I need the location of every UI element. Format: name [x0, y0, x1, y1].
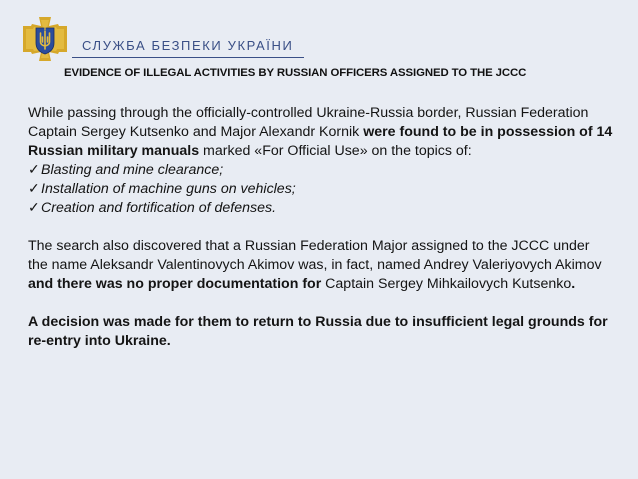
- paragraph-search: [28, 237, 613, 294]
- list-item: [28, 199, 613, 218]
- checkmark-icon: ✓: [28, 200, 40, 216]
- paragraph-text: The search also discovered that a Russian Federation Major assigned to the JCCC under the name Aleksandr Valentinovych Akimov was, in fact, named Andrey Valeriyovych Akimov: [28, 238, 602, 273]
- list-item-text: Creation and fortification of defenses.: [41, 200, 277, 216]
- paragraph-possession: [28, 104, 613, 161]
- agency-name: СЛУЖБА БЕЗПЕКИ УКРАЇНИ: [82, 38, 294, 53]
- checkmark-icon: ✓: [28, 181, 40, 197]
- list-item: [28, 161, 613, 180]
- paragraph-text: While passing through the officially-controlled Ukraine-Russia border, Russian Federation Captain Sergey Kutsenko and Major Alexandr Kornik: [28, 105, 589, 140]
- paragraph-bold-text: A decision was made for them to return to Russia due to insufficient legal grounds for re-entry into Ukraine.: [28, 314, 608, 349]
- slide-title: EVIDENCE OF ILLEGAL ACTIVITIES BY RUSSIAN OFFICERS ASSIGNED TO THE JCCC: [64, 67, 527, 79]
- list-item: [28, 180, 613, 199]
- spacer: [28, 294, 613, 313]
- paragraph-bold-text: were found to be in possession of 14 Russian military manuals: [28, 124, 613, 159]
- paragraph-text: Captain Sergey Mihkailovych Kutsenko: [321, 276, 572, 292]
- spacer: [28, 218, 613, 237]
- paragraph-bold-text: and there was no proper documentation for: [28, 276, 322, 292]
- divider: [72, 57, 304, 58]
- paragraph-decision: [28, 313, 613, 351]
- sbu-emblem-icon: [22, 16, 68, 62]
- slide-body: [28, 104, 613, 351]
- list-item-text: Installation of machine guns on vehicles;: [41, 181, 296, 197]
- checkmark-icon: ✓: [28, 162, 40, 178]
- topic-list: [28, 161, 613, 218]
- paragraph-text: marked «For Official Use» on the topics of:: [199, 143, 472, 159]
- list-item-text: Blasting and mine clearance;: [41, 162, 224, 178]
- paragraph-bold-period: .: [571, 276, 576, 292]
